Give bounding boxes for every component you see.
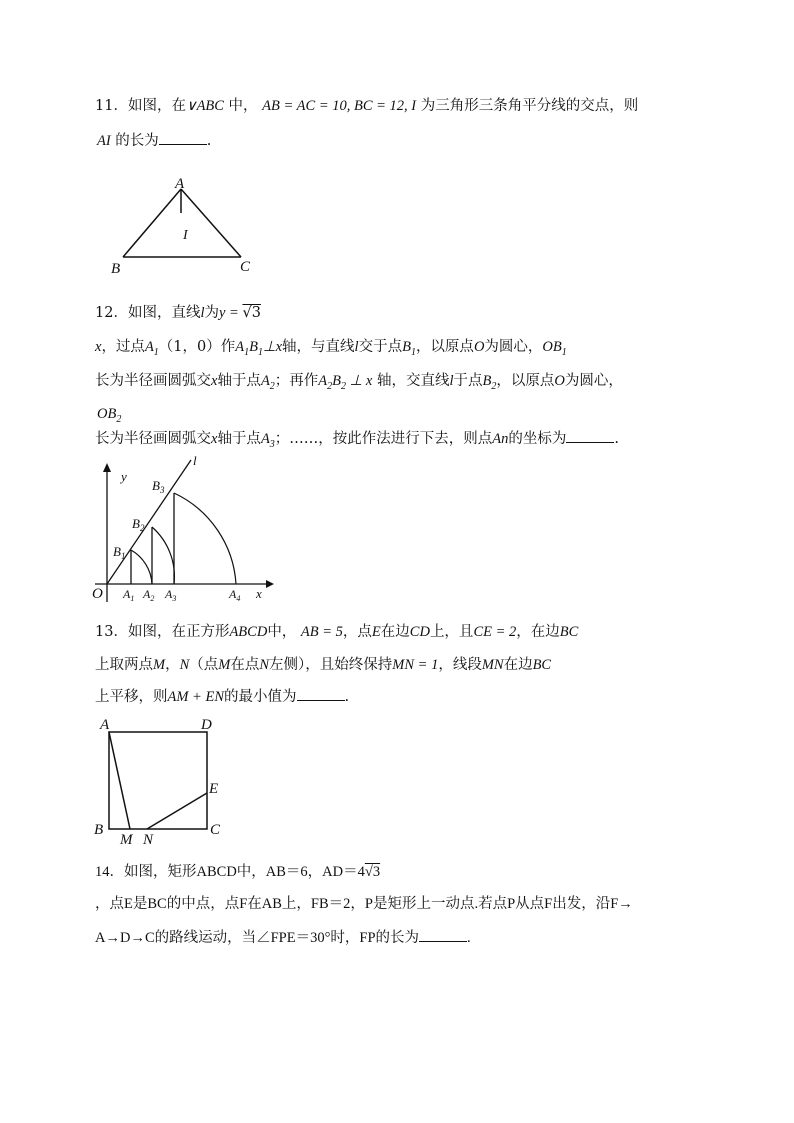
q12-x3: x [211, 431, 218, 447]
q13-m: M [153, 657, 166, 673]
label-b1 [113, 544, 125, 561]
q12-sub: 1 [153, 346, 159, 358]
q12-sqrt3: √3 [242, 305, 261, 321]
q13-bc: BC [559, 624, 579, 640]
q12-l3: l [449, 373, 454, 389]
q12-l2: l [354, 339, 359, 355]
q12-t3: 轴，与直线 [282, 339, 355, 355]
label-c: C [240, 259, 251, 275]
q12-text-b: 为 [204, 305, 219, 321]
q12-fig-a4: A [229, 587, 237, 601]
q12-fig-a3: A [165, 587, 173, 601]
label-l: l [193, 453, 197, 468]
q13-t15: 的最小值为 [224, 689, 297, 705]
q12-b: B [402, 339, 411, 355]
q13-t12: ，线段 [438, 657, 482, 673]
label-b3 [152, 478, 165, 495]
q13-t3: ，点 [342, 624, 372, 640]
q13-line1 [95, 622, 578, 642]
q13-t5: 上，且 [429, 624, 474, 640]
q12-a3: A [318, 373, 328, 389]
q12-fig-a2: A [143, 587, 151, 601]
q12-sub: 1 [257, 346, 263, 358]
q13-line3 [95, 686, 349, 707]
q11-text-rest: 为三角形三条角平分线的交点，则 [416, 98, 639, 114]
q12-t1: ，过点 [101, 339, 145, 355]
q12-line5 [95, 428, 619, 455]
q12-perp2: ⊥ x [346, 373, 373, 389]
q12-o2: O [554, 373, 565, 389]
q13-e: E [371, 624, 381, 640]
q12-t10: 轴，交直线 [372, 373, 450, 389]
q13-expr: AM + EN [167, 689, 224, 705]
label-a: A [100, 717, 110, 733]
label-a1 [122, 587, 134, 603]
q12-fig-a1: A [123, 587, 131, 601]
q12-a1: A [235, 339, 245, 355]
q12-a: A [144, 339, 154, 355]
q14-line3 [95, 927, 471, 948]
q12-a2: A [260, 373, 270, 389]
q13-abcd: ABCD [229, 624, 268, 640]
q12-t13: 为圆心， [564, 373, 623, 389]
q13-t4: 在边 [380, 624, 410, 640]
q13-figure-square [90, 710, 230, 850]
q12-sub: 1 [561, 346, 567, 358]
q12-fig-b1: B [113, 544, 121, 559]
label-b2 [132, 516, 145, 533]
q14-t3: A→D→C的路线运动，当∠FPE＝30°时，FP的长为 [95, 930, 420, 946]
q13-answer-blank [297, 686, 345, 701]
label-a: A [175, 176, 185, 192]
q12-t5: ，以原点 [415, 339, 474, 355]
q12-line1 [95, 303, 261, 323]
q12-a4: A [260, 431, 270, 447]
q12-sub: 2 [491, 380, 497, 392]
label-m: M [120, 832, 133, 848]
q12-ob2: OB [97, 406, 117, 422]
q13-mn1: MN = 1 [392, 657, 439, 673]
q12-l: l [200, 305, 205, 321]
q12-sub: 1 [244, 346, 250, 358]
q13-mn: MN [481, 657, 504, 673]
q13-t1: 13．如图，在正方形 [95, 624, 230, 640]
label-a3 [164, 587, 176, 603]
q12-figure-arcs [90, 452, 280, 607]
q13-n: N [179, 657, 190, 673]
q13-t14: 上平移，则 [95, 689, 168, 705]
q12-t17: 的坐标为 [508, 431, 567, 447]
q12-sub: 2 [269, 380, 275, 392]
q14-line1 [95, 862, 380, 882]
label-y: y [121, 469, 127, 484]
q12-t12: ，以原点 [496, 373, 555, 389]
q12-t8: 轴于点 [217, 373, 261, 389]
q11-figure-triangle [105, 175, 265, 280]
q13-t9: （点 [189, 657, 219, 673]
q12-sub: 2 [341, 380, 347, 392]
q11-end: 的长为 [110, 133, 159, 149]
q14-t2: ，点E是BC的中点，点F在AB上，FB＝2，P是矩形上一动点.若点P从点F出发，沿F→ [95, 896, 633, 912]
q14-line2 [95, 894, 633, 914]
q12-x2: x [211, 373, 218, 389]
q12-fig-as2: 2 [150, 594, 155, 603]
q12-fig-b2: B [132, 516, 140, 531]
q13-t2: 中， [267, 624, 297, 640]
label-e: E [209, 781, 219, 797]
q12-line2 [95, 337, 567, 363]
q12-ob: OB [542, 339, 562, 355]
q11-line1 [95, 96, 638, 116]
q12-b3: B [332, 373, 342, 389]
q12-fig-s3: 3 [159, 485, 165, 495]
label-i: I [183, 228, 188, 243]
q12-fig-s1: 1 [120, 551, 126, 561]
label-a4 [228, 587, 240, 603]
q12-t4: 交于点 [358, 339, 403, 355]
q13-ab5: AB = 5 [300, 624, 343, 640]
q12-answer-blank [566, 428, 614, 443]
label-a2 [142, 587, 154, 603]
q14-answer-blank [419, 927, 467, 942]
label-b: B [94, 822, 104, 838]
q12-fig-as3: 3 [172, 594, 177, 603]
q12-fig-as4: 4 [236, 594, 241, 603]
q13-n2: N [259, 657, 270, 673]
label-d: D [201, 717, 212, 733]
q12-sub: 1 [410, 346, 416, 358]
q12-x: x [95, 339, 102, 355]
q13-t11: 左侧），且始终保持 [269, 657, 393, 673]
q13-t13: 在边 [503, 657, 533, 673]
q12-t15: 轴于点 [217, 431, 261, 447]
q13-ce: CE = 2 [473, 624, 517, 640]
label-c: C [210, 822, 221, 838]
label-n: N [143, 832, 154, 848]
q12-fig-as1: 1 [130, 594, 135, 603]
q12-fig-b3: B [152, 478, 160, 493]
q13-t10: 在点 [230, 657, 260, 673]
q11-line2 [97, 130, 211, 151]
q11-triangle: ∨ABC [185, 98, 224, 114]
q12-fig-s2: 2 [139, 523, 145, 533]
q12-o: O [473, 339, 485, 355]
q11-dot: . [206, 133, 212, 149]
q13-bc2: BC [532, 657, 552, 673]
q12-y: y = [218, 305, 243, 321]
q13-t7: 上取两点 [95, 657, 153, 673]
q12-sub: 3 [269, 438, 275, 450]
q14-sqrt3: √3 [364, 864, 381, 880]
q12-b4: B [482, 373, 492, 389]
q12-t7: 长为半径画圆弧交 [95, 373, 211, 389]
q14-dot: . [467, 930, 471, 946]
label-b: B [111, 261, 121, 277]
q12-t16: ；……，按此作法进行下去，则点 [274, 431, 493, 447]
q12-line3 [95, 371, 623, 397]
q13-m2: M [218, 657, 231, 673]
q12-t11: 于点 [453, 373, 483, 389]
q12-sub: 2 [116, 413, 122, 425]
q13-t8: ， [165, 657, 180, 673]
q12-t6: 为圆心， [484, 339, 543, 355]
q12-t14: 长为半径画圆弧交 [95, 431, 211, 447]
label-x: x [256, 586, 262, 601]
q12-t9: ；再作 [274, 373, 319, 389]
q11-number: 11．如图，在 [95, 98, 186, 114]
q12-line4 [97, 404, 121, 430]
q12-an: An [492, 431, 509, 447]
q11-text: 中， [223, 98, 258, 114]
q12-text: 12．如图，直线 [95, 305, 201, 321]
q12-t2: （1，0）作 [158, 339, 236, 355]
q13-t6: ，在边 [516, 624, 560, 640]
q12-sub: 2 [327, 380, 333, 392]
q12-perp: ⊥x [262, 339, 283, 355]
q13-dot: . [344, 689, 350, 705]
q13-line2 [95, 655, 551, 675]
q13-cd: CD [409, 624, 430, 640]
q12-b1: B [249, 339, 258, 355]
q12-dot: . [614, 431, 620, 447]
label-o: O [92, 586, 103, 602]
q11-ai: AI [97, 133, 111, 149]
q11-equation: AB = AC = 10, BC = 12, I [262, 98, 417, 114]
q14-t1: 14．如图，矩形ABCD中，AB＝6，AD＝4 [95, 864, 365, 880]
q11-answer-blank [159, 130, 207, 145]
